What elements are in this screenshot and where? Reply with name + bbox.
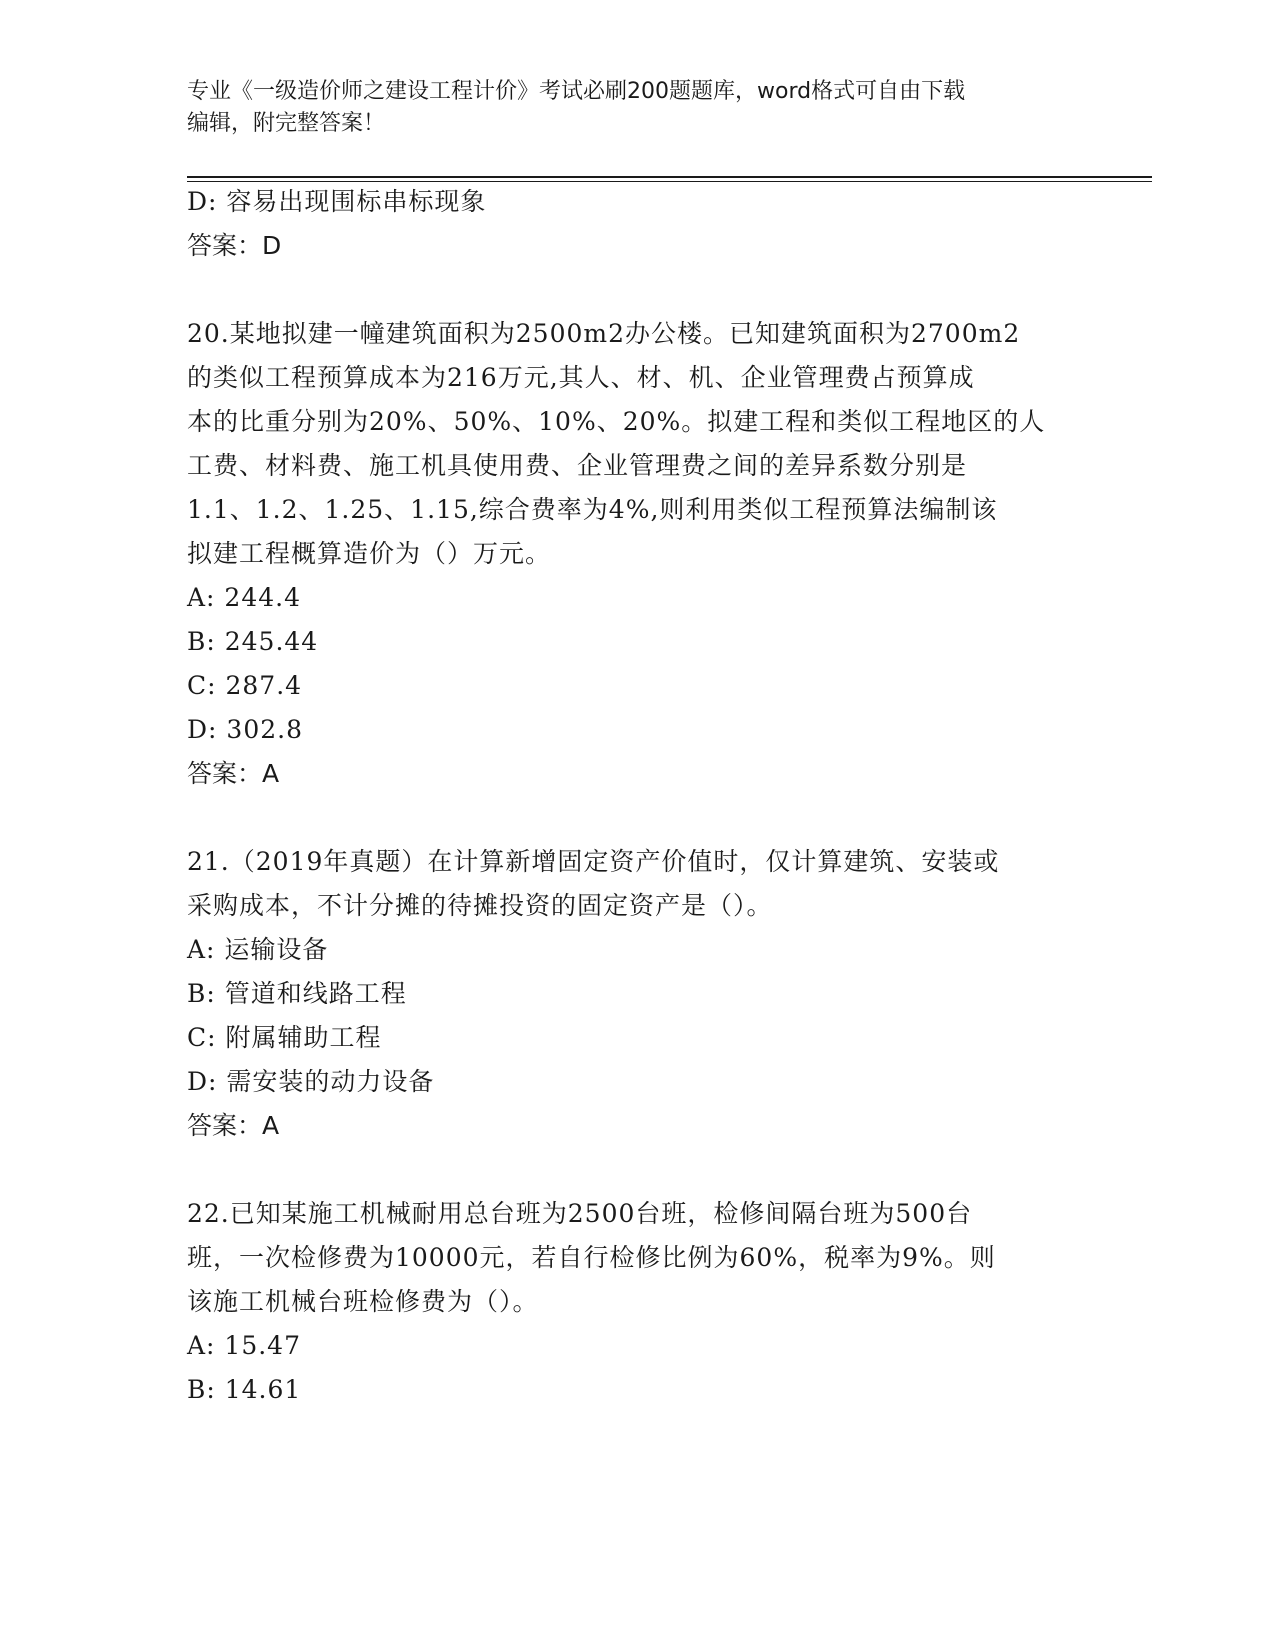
q21-answer: 答案：A bbox=[187, 1111, 280, 1140]
q20-line-3: 本的比重分别为20%、50%、10%、20%。拟建工程和类似工程地区的人 bbox=[187, 407, 1046, 436]
q22-line-3: 该施工机械台班检修费为（）。 bbox=[187, 1287, 539, 1316]
q20-line-4: 工费、材料费、施工机具使用费、企业管理费之间的差异系数分别是 bbox=[187, 451, 968, 480]
q22-option-a: A: 15.47 bbox=[187, 1331, 301, 1360]
q21-option-a: A: 运输设备 bbox=[187, 935, 329, 964]
q20-option-c: C: 287.4 bbox=[187, 671, 303, 700]
header-line-2: 编辑，附完整答案！ bbox=[187, 111, 386, 136]
prev-option-d: D: 容易出现围标串标现象 bbox=[187, 187, 487, 216]
q20-option-d: D: 302.8 bbox=[187, 715, 303, 744]
q21-line-2: 采购成本，不计分摊的待摊投资的固定资产是（）。 bbox=[187, 891, 773, 920]
q20-line-2: 的类似工程预算成本为216万元,其人、材、机、企业管理费占预算成 bbox=[187, 363, 975, 392]
prev-answer: 答案：D bbox=[187, 231, 282, 260]
q20-line-5: 1.1、1.2、1.25、1.15,综合费率为4%,则利用类似工程预算法编制该 bbox=[187, 495, 998, 524]
q20-line-6: 拟建工程概算造价为（）万元。 bbox=[187, 539, 552, 568]
header-divider-thin bbox=[187, 181, 1152, 182]
q22-line-1: 22.已知某施工机械耐用总台班为2500台班，检修间隔台班为500台 bbox=[187, 1199, 973, 1228]
q20-option-b: B: 245.44 bbox=[187, 627, 319, 656]
q21-option-c: C: 附属辅助工程 bbox=[187, 1023, 382, 1052]
q22-option-b: B: 14.61 bbox=[187, 1375, 302, 1404]
q20-line-1: 20.某地拟建一幢建筑面积为2500m2办公楼。已知建筑面积为2700m2 bbox=[187, 319, 1021, 348]
q22-line-2: 班，一次检修费为10000元，若自行检修比例为60%，税率为9%。则 bbox=[187, 1243, 996, 1272]
q20-option-a: A: 244.4 bbox=[187, 583, 301, 612]
q21-option-b: B: 管道和线路工程 bbox=[187, 979, 407, 1008]
page-header bbox=[187, 76, 1067, 140]
header-line-1: 专业《一级造价师之建设工程计价》考试必刷200题题库，word格式可自由下载 bbox=[187, 79, 966, 104]
q21-line-1: 21.（2019年真题）在计算新增固定资产价值时，仅计算建筑、安装或 bbox=[187, 847, 1000, 876]
header-divider bbox=[187, 176, 1152, 178]
q20-answer: 答案：A bbox=[187, 759, 280, 788]
q21-option-d: D: 需安装的动力设备 bbox=[187, 1067, 435, 1096]
